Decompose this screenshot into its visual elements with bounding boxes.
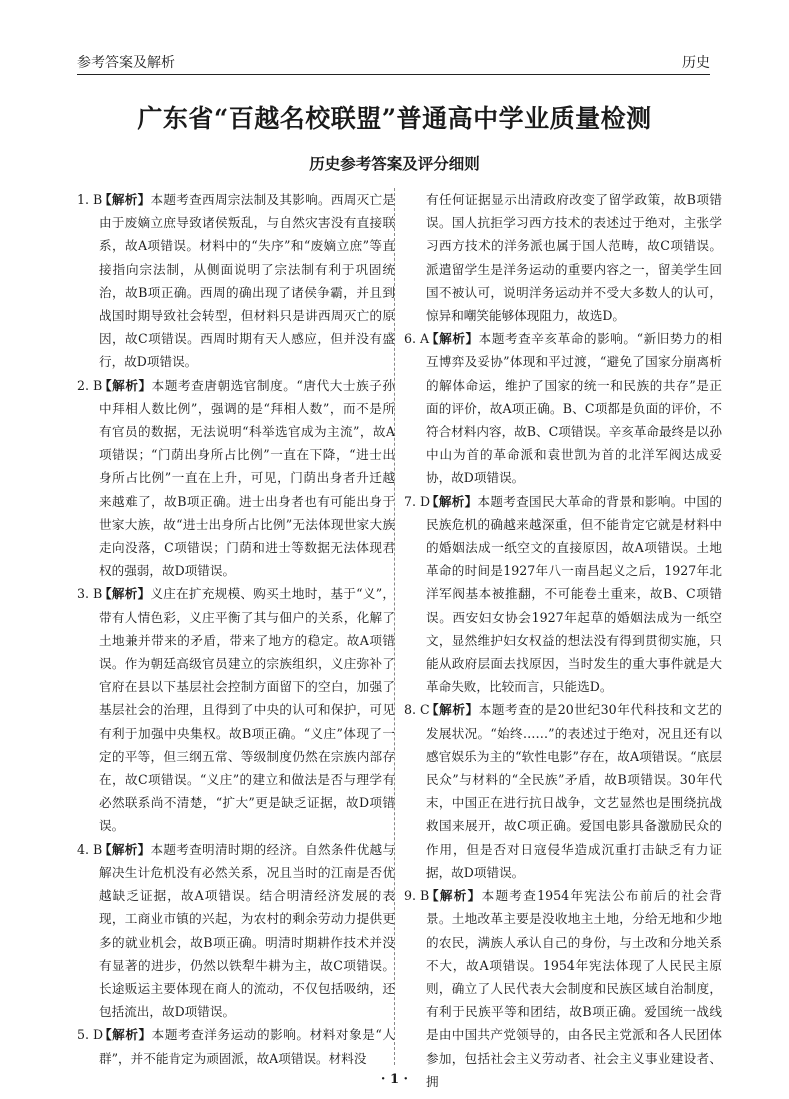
answer-item	[404, 327, 722, 489]
answer-continuation: 有任何证据显示出清政府改变了留学政策，故B项错误。国人抗拒学习西方技术的表述过于绝对，主张学习西方技术的洋务派也属于国人范畴，故C项错误。派遣留学生是洋务运动的重要内容之一，留美学生回国不被认可，说明洋务运动并不受大多数人的认可，惊异和嘲笑能够体现阻力，故选D。	[426, 192, 722, 324]
answer-item	[77, 582, 395, 837]
page-number: · 1 ·	[380, 1072, 409, 1087]
column-divider	[394, 188, 395, 1065]
header-subject-label: 历史	[682, 55, 710, 71]
answer-number: 2. B	[77, 377, 103, 393]
answer-text: 本题考查唐朝选官制度。“唐代大士族子孙中拜相人数比例”，强调的是“拜相人数”，而不是所有官员的数据，无法说明“科举选官成为主流”，故A项错误；“门荫出身所占比例”一直在下降，“进士出身所占比例”一直在上升，可见，门荫出身者升迁越来越难了，故B项正确。进士出身者也有可能出身于世家大族，故“进士出身所占比例”无法体现世家大族走向没落，C项错误；门荫和进士等数据无法体现君权的强弱，故D项错误。	[99, 377, 395, 579]
analysis-tag: 【解析】	[99, 192, 151, 207]
answer-text: 本题考查的是20世纪30年代科技和文艺的发展状况。“始终……”的表述过于绝对，况且还有以感官娱乐为主的“软性电影”存在，故A项错误。“底层民众”与材料的“全民族”矛盾，故B项错误。30年代末，中国正在进行抗日战争，文艺显然也是围绕抗战救国来展开，故C项正确。爱国电影具备激励民众的作用，但是否对日寇侵华造成沉重打击缺乏有力证据，故D项错误。	[426, 702, 723, 880]
answer-text: 本题考查国民大革命的背景和影响。中国的民族危机的确越来越深重，但不能肯定它就是材料中的婚姻法成一纸空文的直接原因，故A项错误。土地革命的时间是1927年八一南昌起义之后，1927年北洋军阀基本被推翻，不可能卷土重来，故B、C项错误。西安妇女协会1927年起草的婚姻法成为一纸空文，显然维护妇女权益的想法没有得到贯彻实施，只能从政府层面去找原因，当时发生的重大事件就是大革命失败，比较而言，只能选D。	[426, 493, 723, 695]
answer-number: 1. B	[77, 192, 103, 207]
answer-number: 7. D	[404, 493, 431, 509]
analysis-tag: 【解析】	[99, 841, 151, 857]
analysis-tag: 【解析】	[99, 1027, 152, 1043]
answer-item	[404, 490, 722, 699]
answer-number: 5. D	[77, 1027, 104, 1043]
answer-text: 本题考查明清时期的经济。自然条件优越与解决生计危机没有必然关系，况且当时的江南是否优越缺乏证据，故A项错误。结合明清经济发展的表现，工商业市镇的兴起，为农村的剩余劳动力提供更多的就业机会，故B项正确。明清时期耕作技术并没有显著的进步，仍然以铁犁牛耕为主，故C项错误。长途贩运主要体现在商人的流动，不仅包括吸纳，还包括流出，故D项错误。	[99, 841, 396, 1020]
analysis-tag: 【解析】	[426, 493, 478, 509]
answer-item	[77, 188, 395, 374]
answer-text: 本题考查辛亥革命的影响。“新旧势力的相互博弈及妥协”体现和平过渡，“避免了国家分崩离析的解体命运，维护了国家的统一和民族的共存”是正面的评价，故A项正确。B、C项都是负面的评价，不符合材料内容，故B、C项错误。辛亥革命最终是以孙中山为首的革命派和袁世凯为首的北洋军阀达成妥协，故D项错误。	[426, 331, 722, 486]
analysis-tag: 【解析】	[426, 888, 482, 904]
analysis-tag: 【解析】	[99, 586, 151, 602]
document-title: 广东省“百越名校联盟”普通高中学业质量检测	[137, 104, 652, 133]
answer-text: 本题考查洋务运动的影响。材料对象是“人群”，并不能肯定为顽固派，故A项错误。材料没	[99, 1027, 395, 1066]
answer-item	[404, 698, 722, 884]
answer-item	[77, 374, 395, 583]
answer-text: 本题考查1954年宪法公布前后的社会背景。土地改革主要是没收地主土地，分给无地和少地的农民，满族人承认自己的身份，与土改和分地关系不大，故A项错误。1954年宪法体现了人民民主原则，确立了人民代表大会制度和民族区域自治制度，有利于民族平等和团结，故B项正确。爱国统一战线是由中国共产党领导的，由各民主党派和各人民团体参加，包括社会主义劳动者、社会主义事业建设者、拥	[426, 888, 722, 1089]
answer-item	[77, 1023, 395, 1069]
answer-number: 9. B	[404, 888, 430, 904]
answer-text: 本题考查西周宗法制及其影响。西周灭亡是由于废嫡立庶导致诸侯叛乱，与自然灾害没有直接联系，故A项错误。材料中的“失序”和“废嫡立庶”等直接指向宗法制，从侧面说明了宗法制有利于巩固统治，故B项正确。西周的确出现了诸侯争霸，并且到战国时期导致社会转型，但材料只是讲西周灭亡的原因，故C项错误。西周时期有天人感应，但并没有盛行，故D项错误。	[99, 192, 396, 370]
analysis-tag: 【解析】	[426, 702, 479, 718]
document-subtitle: 历史参考答案及评分细则	[309, 154, 480, 173]
header-left-label: 参考答案及解析	[77, 55, 175, 71]
answer-item	[404, 884, 722, 1093]
answer-number: 4. B	[77, 841, 103, 857]
answer-number: 3. B	[77, 586, 103, 602]
running-header	[77, 48, 710, 75]
left-column	[77, 188, 395, 1070]
analysis-tag: 【解析】	[99, 377, 152, 393]
right-column	[404, 188, 722, 1093]
analysis-tag: 【解析】	[426, 331, 479, 347]
answer-number: 6. A	[404, 331, 430, 347]
answer-item	[77, 838, 395, 1024]
answer-text: 义庄在扩充规模、购买土地时，基于“义”，带有人情色彩，义庄平衡了其与佃户的关系，化解了土地兼并带来的矛盾，带来了地方的稳定。故A项错误。作为朝廷高级官员建立的宗族组织，义庄弥补了官府在县以下基层社会控制方面留下的空白，加强了基层社会的治理，且得到了中央的认可和保护，可见有利于加强中央集权。故B项正确。“义庄”体现了一定的平等，但三纲五常、等级制度仍然在宗族内部存在，故C项错误。“义庄”的建立和做法是否与理学有必然联系尚不清楚，“扩大”更是缺乏证据，故D项错误。	[99, 586, 395, 834]
answer-number: 8. C	[404, 702, 430, 718]
